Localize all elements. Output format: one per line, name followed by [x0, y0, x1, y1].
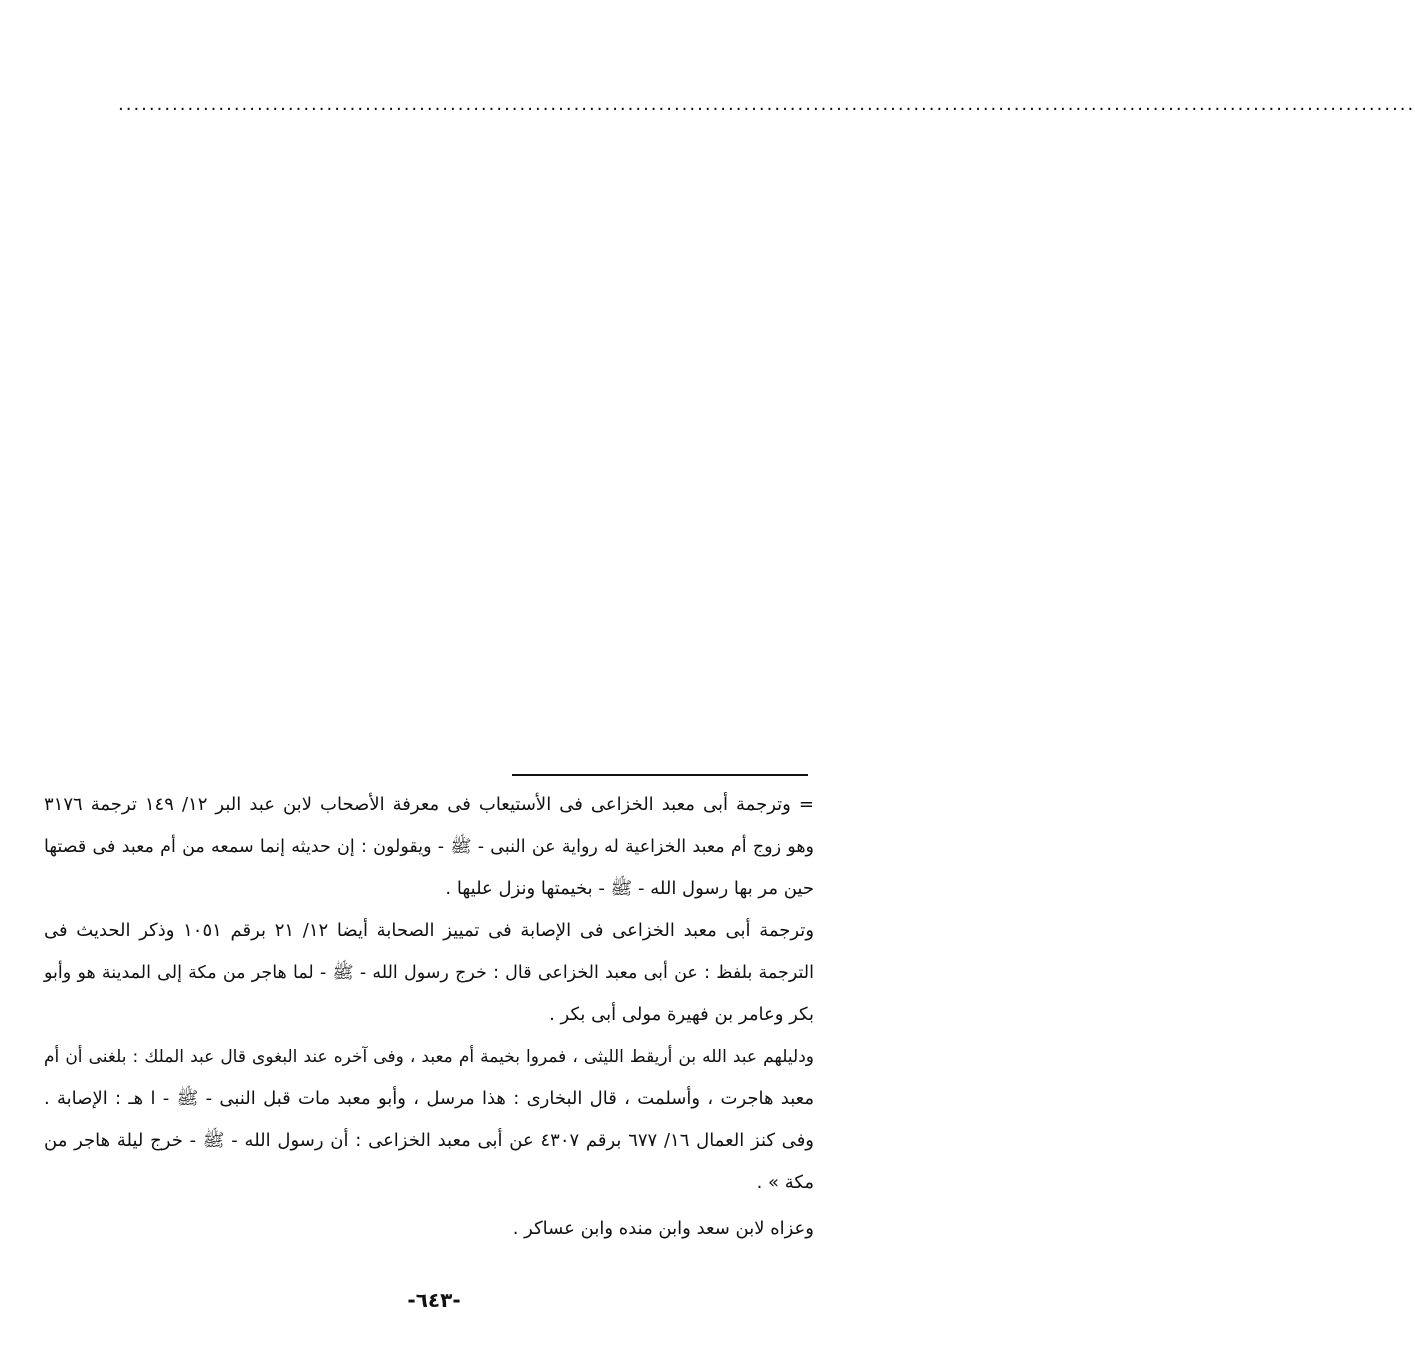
footnote-separator — [512, 774, 808, 776]
footnote-line: معبد هاجرت ، وأسلمت ، قال البخارى : هذا مرسل ، وأبو معبد مات قبل النبى - ﷺ - ا هـ : الإصابة . — [44, 1088, 814, 1109]
footnote-line: بكر وعامر بن فهيرة مولى أبى بكر . — [549, 1004, 814, 1025]
footnote-line: وعزاه لابن سعد وابن منده وابن عساكر . — [512, 1218, 814, 1239]
footnote-line: الترجمة بلفظ : عن أبى معبد الخزاعى قال : خرج رسول الله - ﷺ - لما هاجر من مكة إلى المدينة هو وأبو — [44, 963, 814, 983]
footnote-line: مكة » . — [756, 1172, 814, 1193]
footnote-line: = وترجمة أبى معبد الخزاعى فى الأستيعاب فى معرفة الأصحاب لابن عبد البر ١٢/ ١٤٩ ترجمة ٣١٧٦ — [44, 794, 814, 815]
footnote-line: وفى كنز العمال ١٦/ ٦٧٧ برقم ٤٣٠٧ عن أبى معبد الخزاعى : أن رسول الله - ﷺ - خرج ليلة هاجر من — [44, 1130, 814, 1151]
footnote-line: وهو زوج أم معبد الخزاعية له رواية عن النبى - ﷺ - ويقولون : إن حديثه إنما سمعه من أم معبد فى قصتها — [44, 837, 814, 857]
footnote-line: ودليلهم عبد الله بن أريقط الليثى ، فمروا بخيمة أم معبد ، وفى آخره عند البغوى قال عبد الملك : بلغنى أن أم — [44, 1047, 814, 1067]
footnote-line: حين مر بها رسول الله - ﷺ - بخيمتها ونزل عليها . — [445, 878, 814, 899]
dot-leader: ........................................................................................................................................................................ — [118, 94, 1415, 115]
page-number: -٦٤٣- — [407, 1288, 461, 1312]
footnote-line: وترجمة أبى معبد الخزاعى فى الإصابة فى تمييز الصحابة أيضا ١٢/ ٢١ برقم ١٠٥١ وذكر الحديث فى — [44, 920, 815, 941]
